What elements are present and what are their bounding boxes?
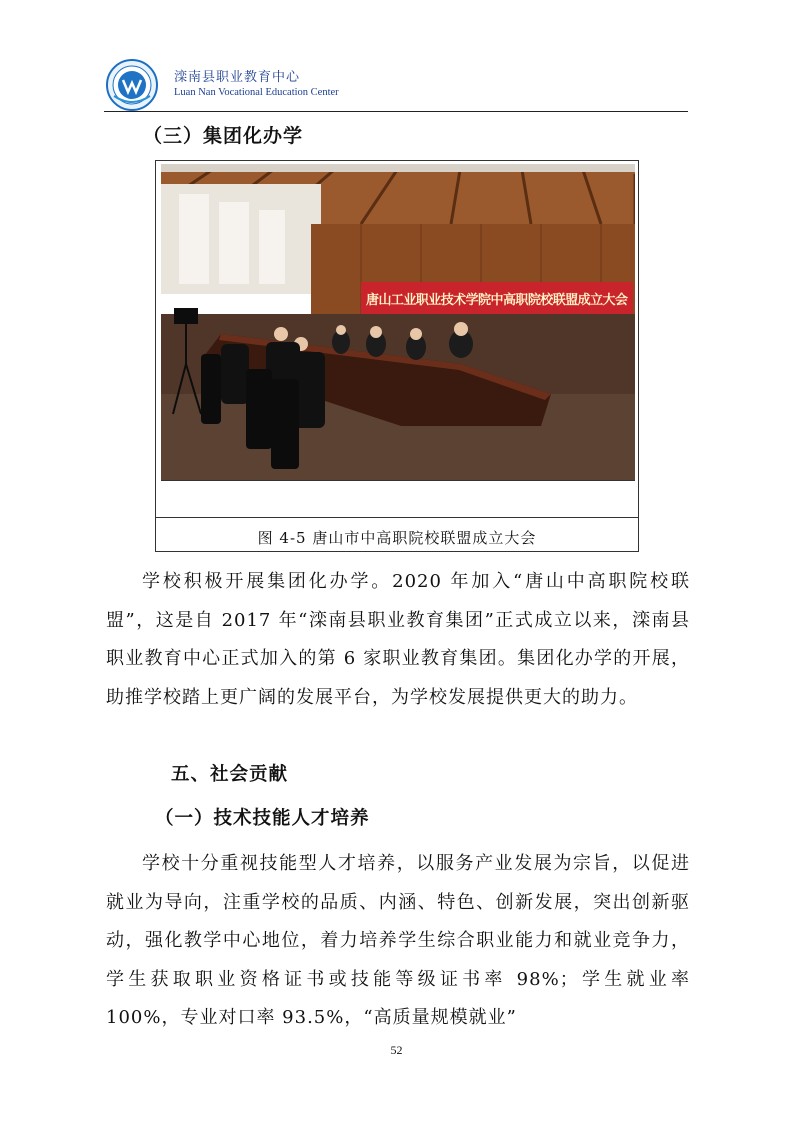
page-header <box>104 58 688 112</box>
figure-frame <box>155 160 639 552</box>
section-heading-social-contribution: 五、社会贡献 <box>171 764 289 785</box>
banner-text: 唐山工业职业技术学院中高职院校联盟成立大会 <box>366 293 628 308</box>
page-number: 52 <box>390 1043 403 1057</box>
caption-divider <box>156 517 638 518</box>
school-logo-icon <box>104 58 160 112</box>
header-rule <box>104 111 688 112</box>
org-name-cn: 滦南县职业教育中心 <box>174 70 301 85</box>
figure-caption: 图 4-5 唐山市中高职院校联盟成立大会 <box>257 529 537 547</box>
paragraph-group-schooling: 学校积极开展集团化办学。2020 年加入“唐山中高职院校联盟”，这是自 2017 年“滦南县职业教育集团”正式成立以来，滦南县职业教育中心正式加入的第 6 家职业教育集团。集团化办学的开展，助推学校踏上更广阔的发展平台，为学校发展提供更大的助力。 <box>106 571 690 708</box>
section-heading-group-schooling: （三）集团化办学 <box>143 125 304 147</box>
subsection-heading-talent-training: （一）技术技能人才培养 <box>155 808 370 829</box>
paragraph-talent-training: 学校十分重视技能型人才培养，以服务产业发展为宗旨，以促进就业为导向，注重学校的品质、内涵、特色、创新发展，突出创新驱动，强化教学中心地位，着力培养学生综合职业能力和就业竞争力，学生获取职业资格证书或技能等级证书率 98%；学生就业率 100%，专业对口率 93.5%，“高质量规模就业” <box>106 853 690 1028</box>
meeting-photo <box>161 164 635 481</box>
org-name-en: Luan Nan Vocational Education Center <box>174 87 339 98</box>
